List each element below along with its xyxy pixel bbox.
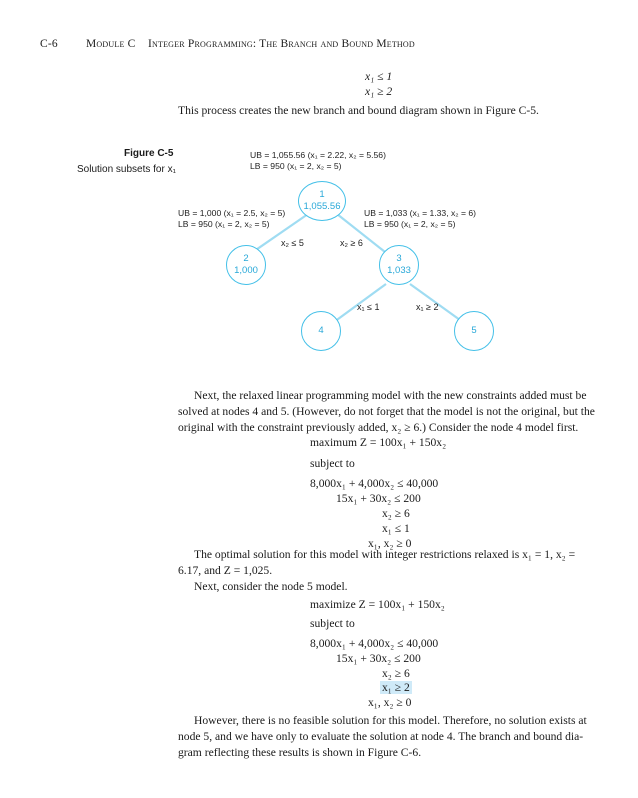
tree-node-1 [298, 181, 346, 221]
node-id: 5 [471, 325, 477, 336]
para2-line1: The optimal solution for this model with integer restrictions relaxed is x₁ = 1, x₂ = [194, 548, 576, 561]
model4-subject-to: subject to [310, 457, 355, 470]
edge-label-x1-ge-2: x₁ ≥ 2 [416, 302, 439, 312]
model5-constraint-5: x₁, x₂ ≥ 0 [368, 696, 412, 709]
node-id: 3 [396, 253, 402, 264]
model5-constraint-4-highlighted: x₁ ≥ 2 [382, 681, 410, 694]
model5-objective: maximize Z = 100x₁ + 150x₂ [310, 598, 445, 611]
intro-text: This process creates the new branch and bound diagram shown in Figure C-5. [178, 104, 539, 117]
para1-line1: Next, the relaxed linear programming model with the new constraints added must be [194, 389, 587, 402]
figure-caption: Solution subsets for x₁ [77, 164, 176, 175]
node-id: 4 [318, 325, 324, 336]
model4-constraint-3: x₂ ≥ 6 [382, 507, 410, 520]
para2-line3: Next, consider the node 5 model. [194, 580, 348, 593]
para1-line3: original with the constraint previously added, x₂ ≥ 6.) Consider the node 4 model first. [178, 421, 579, 434]
model5-constraint-2: 15x₁ + 30x₂ ≤ 200 [336, 652, 421, 665]
para2-line2: 6.17, and Z = 1,025. [178, 564, 273, 577]
tree-node-5 [454, 311, 494, 351]
constraint-x1-le-1: x₁ ≤ 1 [365, 70, 393, 83]
model4-constraint-2: 15x₁ + 30x₂ ≤ 200 [336, 492, 421, 505]
para1-line2: solved at nodes 4 and 5. (However, do not forget that the model is not the original, but the [178, 405, 595, 418]
tree-node-2 [226, 245, 266, 285]
tree-node-4 [301, 311, 341, 351]
node-value: 1,055.56 [303, 201, 341, 212]
node-value: 1,033 [387, 265, 411, 276]
figure-label: Figure C-5 [124, 148, 174, 159]
root-lb: LB = 950 (x₁ = 2, x₂ = 5) [250, 161, 342, 171]
root-ub: UB = 1,055.56 (x₁ = 2.22, x₂ = 5.56) [250, 150, 386, 160]
para3-line1: However, there is no feasible solution for this model. Therefore, no solution exists at [194, 714, 587, 727]
chapter-title: Integer Programming: The Branch and Bound Method [148, 38, 415, 50]
left-ub: UB = 1,000 (x₁ = 2.5, x₂ = 5) [178, 208, 286, 218]
tree-node-3 [379, 245, 419, 285]
module-label: Module C [86, 38, 136, 50]
model4-constraint-5: x₁, x₂ ≥ 0 [368, 537, 412, 550]
model4-constraint-4: x₁ ≤ 1 [382, 522, 410, 535]
para3-line3: gram reflecting these results is shown in Figure C-6. [178, 746, 422, 759]
constraint-x1-ge-2: x₁ ≥ 2 [365, 85, 393, 98]
para3-line2: node 5, and we have only to evaluate the solution at node 4. The branch and bound dia- [178, 730, 584, 743]
node-id: 1 [319, 189, 325, 200]
model5-subject-to: subject to [310, 617, 355, 630]
page-number: C-6 [40, 38, 58, 50]
edge-label-x2-ge-6: x₂ ≥ 6 [340, 238, 363, 248]
model5-constraint-3: x₂ ≥ 6 [382, 667, 410, 680]
right-lb: LB = 950 (x₁ = 2, x₂ = 5) [364, 219, 456, 229]
right-ub: UB = 1,033 (x₁ = 1.33, x₂ = 6) [364, 208, 477, 218]
edge-label-x2-le-5: x₂ ≤ 5 [281, 238, 304, 248]
edge-label-x1-le-1: x₁ ≤ 1 [357, 302, 380, 312]
model4-objective: maximum Z = 100x₁ + 150x₂ [310, 436, 447, 449]
node-value: 1,000 [234, 265, 258, 276]
model5-constraint-1: 8,000x₁ + 4,000x₂ ≤ 40,000 [310, 637, 439, 650]
node-id: 2 [243, 253, 249, 264]
left-lb: LB = 950 (x₁ = 2, x₂ = 5) [178, 219, 270, 229]
model4-constraint-1: 8,000x₁ + 4,000x₂ ≤ 40,000 [310, 477, 439, 490]
